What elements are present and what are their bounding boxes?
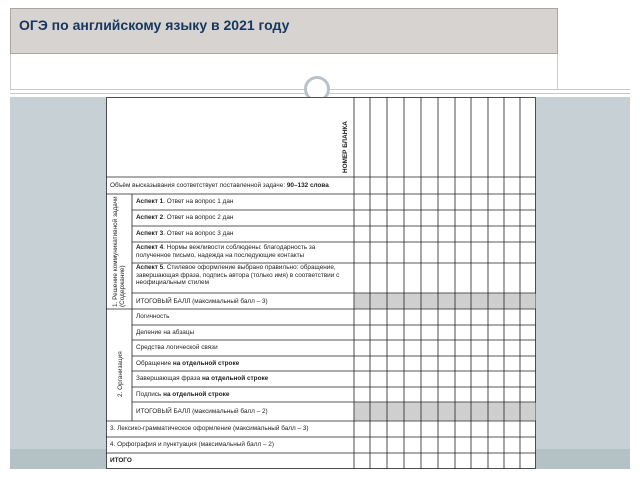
lexical-grammar-row: 3. Лексико-грамматическое оформление (максимальный балл – 3) xyxy=(110,425,309,432)
section2-label: 2. Организация xyxy=(117,351,124,397)
section2-row: Подпись на отдельной строке xyxy=(136,391,230,398)
section1-row: Аспект 3. Ответ на вопрос 3 дан xyxy=(136,230,234,237)
section1-row: Аспект 5. Стилевое оформление выбрано правильно: обращение, завершающая фраза, подпись автора (только имя) в соответствии с неофициальным стилем xyxy=(136,264,340,286)
slide-title: ОГЭ по английскому языку в 2021 году xyxy=(19,17,290,33)
section1-row: Аспект 4. Нормы вежливости соблюдены: благодарность за полученное письмо, надежда на последующие контакты xyxy=(136,244,316,259)
section2-row: Обращение на отдельной строке xyxy=(136,360,240,367)
grand-total-label: ИТОГО xyxy=(110,457,132,464)
section2-row: Деление на абзацы xyxy=(136,329,195,336)
blank-number-label: НОМЕР БЛАНКА xyxy=(342,121,349,173)
section2-row: Завершающая фраза на отдельной строке xyxy=(136,375,269,382)
section2-total-label: ИТОГОВЫЙ БАЛЛ (максимальный балл – 2) xyxy=(136,408,268,415)
section1-row: Аспект 2. Ответ на вопрос 2 дан xyxy=(136,214,234,221)
section1-label: 1. Решение коммуникативной задачи (Содержание) xyxy=(112,196,127,307)
spelling-punctuation-row: 4. Орфография и пунктуация (максимальный балл – 2) xyxy=(110,441,274,448)
section2-row: Средства логической связи xyxy=(136,344,218,351)
assessment-form xyxy=(106,97,536,469)
section1-row: Аспект 1. Ответ на вопрос 1 дан xyxy=(136,198,234,205)
title-frame xyxy=(10,54,558,90)
section1-total-label: ИТОГОВЫЙ БАЛЛ (максимальный балл – 3) xyxy=(136,298,268,305)
volume-requirement-row: Объём высказывания соответствует поставленной задаче: 90–132 слова xyxy=(110,182,329,189)
slide-title-box xyxy=(10,8,558,54)
section2-row: Логичность xyxy=(136,313,170,320)
